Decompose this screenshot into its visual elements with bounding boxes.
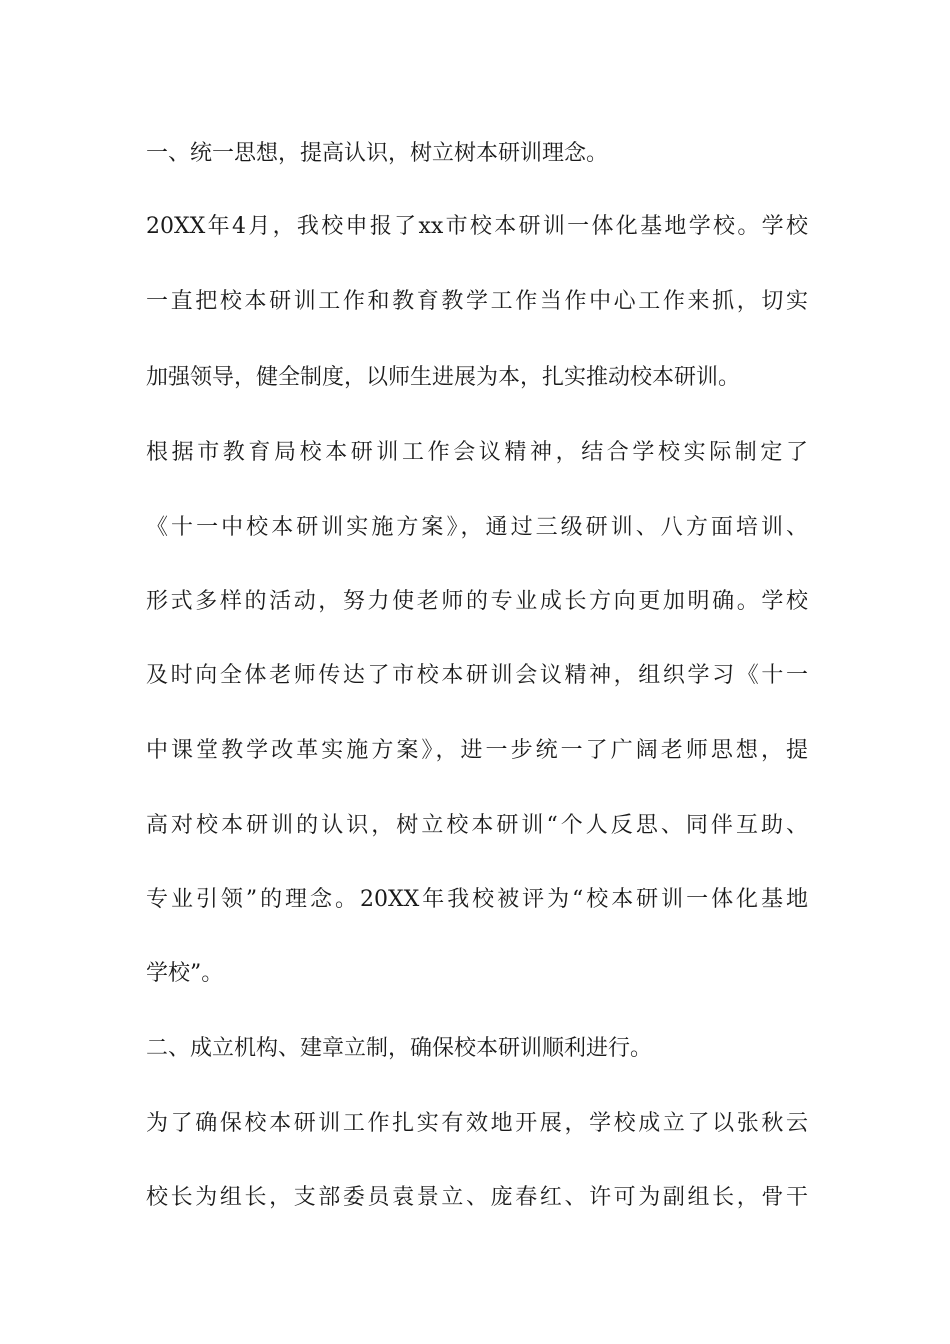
paragraph-line: 形式多样的活动，努力使老师的专业成长方向更加明确。学校: [146, 589, 808, 614]
paragraph-line: 及时向全体老师传达了市校本研训会议精神，组织学习《十一: [146, 663, 808, 688]
paragraph-line: 为了确保校本研训工作扎实有效地开展，学校成立了以张秋云: [146, 1111, 808, 1136]
paragraph-line: 加强领导，健全制度，以师生进展为本，扎实推动校本研训。: [146, 365, 741, 390]
paragraph-line: 校长为组长，支部委员袁景立、庞春红、许可为副组长，骨干: [146, 1185, 808, 1210]
heading-section-one: 一、统一思想，提高认识，树立树本研训理念。: [146, 141, 609, 166]
paragraph-line: 专业引领”的理念。20XX年我校被评为“校本研训一体化基地: [146, 887, 808, 912]
paragraph-line: 《十一中校本研训实施方案》，通过三级研训、八方面培训、: [146, 515, 808, 540]
paragraph-line: 中课堂教学改革实施方案》，进一步统一了广阔老师思想，提: [146, 738, 808, 763]
paragraph-line: 根据市教育局校本研训工作会议精神，结合学校实际制定了: [146, 440, 808, 465]
heading-section-two: 二、成立机构、建章立制，确保校本研训顺利进行。: [146, 1036, 653, 1061]
paragraph-line: 一直把校本研训工作和教育教学工作当作中心工作来抓，切实: [146, 289, 808, 314]
paragraph-line: 20XX年4月，我校申报了xx市校本研训一体化基地学校。学校: [146, 214, 808, 239]
paragraph-line: 高对校本研训的认识，树立校本研训“个人反思、同伴互助、: [146, 813, 808, 838]
paragraph-line: 学校”。: [146, 961, 224, 986]
